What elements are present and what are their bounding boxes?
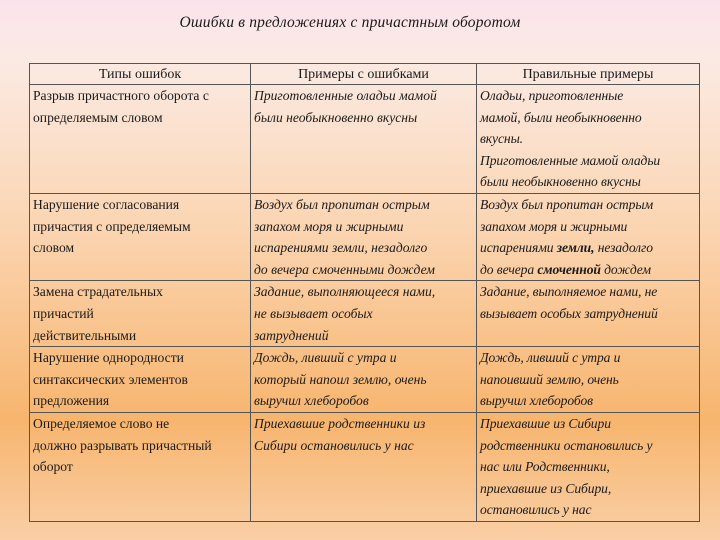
cell-line: испарениями земли, незадолго (254, 240, 428, 256)
table-row (30, 193, 700, 280)
error-type-cell (30, 193, 251, 280)
page-title: Ошибки в предложениях с причастным оборотом (179, 14, 521, 31)
cell-text: до вечера (480, 261, 538, 277)
cell-line: родственники остановились у (480, 437, 653, 453)
correct-example-cell (477, 193, 700, 280)
cell-text: испарениями (480, 240, 557, 256)
cell-line: вызывает особых затруднений (480, 305, 658, 321)
cell-line: Задание, выполняющееся нами, (254, 284, 436, 300)
error-type-cell (30, 85, 251, 194)
table-row (30, 281, 700, 347)
cell-text: незадолго (594, 240, 653, 256)
cell-line: мамой, были необыкновенно (480, 109, 642, 125)
cell-line: Сибири остановились у нас (254, 437, 414, 453)
wrong-example-cell (251, 85, 477, 194)
cell-line: Нарушение однородности (33, 350, 184, 366)
cell-line: причастий (33, 305, 94, 321)
cell-line: причастия с определяемым (33, 218, 191, 234)
correct-example-cell (477, 85, 700, 194)
cell-line: Задание, выполняемое нами, не (480, 284, 658, 300)
cell-line: Оладьи, приготовленные (480, 88, 624, 103)
cell-line: Дождь, ливший с утра и (480, 350, 621, 366)
cell-line: должно разрывать причастный (33, 437, 212, 453)
wrong-example-cell (251, 347, 477, 413)
cell-line: действительными (33, 327, 137, 343)
table-header-row (30, 64, 700, 85)
cell-line: напоивший землю, очень (480, 371, 619, 387)
table-row (30, 85, 700, 194)
cell-line: Нарушение согласования (33, 196, 180, 212)
cell-line: были необыкновенно вкусны (254, 109, 418, 125)
error-type-cell (30, 412, 251, 521)
cell-line: приехавшие из Сибири, (480, 480, 612, 496)
cell-line: Замена страдательных (33, 284, 163, 300)
cell-line: остановились у нас (480, 502, 592, 518)
cell-line: синтаксических элементов (33, 371, 188, 387)
errors-table (29, 63, 700, 522)
cell-line: Приехавшие родственники из (254, 415, 426, 431)
correct-example-cell (477, 281, 700, 347)
cell-line: Разрыв причастного оборота с (33, 88, 209, 103)
header-correct-examples: Правильные примеры (477, 64, 700, 85)
cell-line: Приехавшие из Сибири (480, 415, 611, 431)
cell-line: вкусны. (480, 131, 523, 147)
cell-text: дождем (600, 261, 651, 277)
cell-line: до вечера смоченными дождем (254, 261, 435, 277)
cell-line: Приготовленные мамой оладьи (480, 152, 661, 168)
cell-line: словом (33, 240, 75, 256)
cell-line (480, 259, 696, 281)
cell-line: запахом моря и жирными (254, 218, 404, 234)
cell-line: запахом моря и жирными (480, 218, 628, 234)
cell-line: нас или Родственники, (480, 459, 610, 475)
cell-line: затруднений (254, 327, 329, 343)
cell-line: Приготовленные оладьи мамой (254, 88, 437, 103)
highlighted-word: земли, (556, 240, 595, 256)
error-type-cell (30, 281, 251, 347)
cell-line: определяемым словом (33, 109, 163, 125)
cell-line (480, 237, 696, 259)
cell-line: Определяемое слово не (33, 415, 170, 431)
cell-line: Воздух был пропитан острым (254, 196, 430, 212)
cell-line: выручил хлеборобов (480, 393, 593, 409)
table-row (30, 347, 700, 413)
cell-line: Воздух был пропитан острым (480, 196, 654, 212)
cell-line: оборот (33, 459, 73, 475)
cell-line: Дождь, ливший с утра и (254, 350, 397, 366)
highlighted-word: смоченной (537, 261, 601, 277)
header-wrong-examples: Примеры с ошибками (251, 64, 477, 85)
wrong-example-cell (251, 281, 477, 347)
cell-line: выручил хлеборобов (254, 393, 369, 409)
table-row (30, 412, 700, 521)
correct-example-cell (477, 412, 700, 521)
cell-line: который напоил землю, очень (254, 371, 427, 387)
cell-line: не вызывает особых (254, 305, 373, 321)
header-error-types: Типы ошибок (30, 64, 251, 85)
wrong-example-cell (251, 412, 477, 521)
error-type-cell (30, 347, 251, 413)
cell-line: были необыкновенно вкусны (480, 174, 641, 190)
correct-example-cell (477, 347, 700, 413)
cell-line: предложения (33, 393, 110, 409)
wrong-example-cell (251, 193, 477, 280)
